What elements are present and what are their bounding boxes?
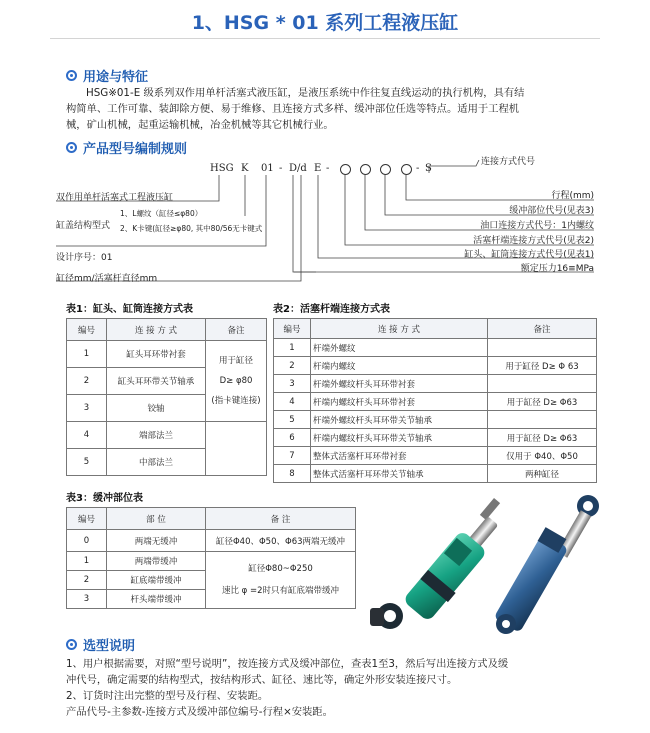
selection-line: 1、用户根据需要，对照“型号说明”，按连接方式及缓冲部位，查表1至3，然后写出连接方式及缓 (66, 658, 509, 670)
code-dd: D/d (289, 163, 307, 174)
table-row: 1 两端带缓冲 缸径Φ80~Φ250 速比 φ =2时只有缸底端带缓冲 (67, 552, 356, 571)
hydraulic-cylinder-illustration (360, 492, 630, 638)
section-model-heading-text: 产品型号编制规则 (83, 142, 188, 157)
table3-note: 缸径Φ80~Φ250 速比 φ =2时只有缸底端带缓冲 (206, 552, 356, 609)
model-code-diagram: HSG K 01 - D/d E - - S 连接方式代号 行程(mm) 缓冲部位代号(见表3) 油口连接方式代号：1内螺纹 活塞杆端连接方式代号(见表2) 缸头、缸筒连接方式代号(见表1) 额定压力16≡MPa 双作用单杆活塞式工程液压缸 缸盖结构型式 1、L螺纹（缸径≤φ80） 2、K卡键(缸径≥φ80, 其中80/56无卡键式 设计序号：01 缸径mm/活塞杆直径mm (56, 160, 596, 292)
table1-header: 备注 (206, 319, 267, 341)
bullet-circle-icon (66, 70, 77, 81)
usage-line: 构简单、工作可靠、装卸除方便、易于维修、且连接方式多样、缓冲部位任选等特点。适用于工程机 (66, 103, 520, 115)
table2-header: 连 接 方 式 (311, 319, 488, 339)
table-row: 1 缸头耳环带衬套 用于缸径 D≥ φ80 (指卡键连接) (67, 341, 267, 368)
label-mount-option-2: 2、K卡键(缸径≥φ80, 其中80/56无卡键式 (120, 224, 263, 233)
section-model-heading (66, 138, 187, 157)
section-selection-heading (66, 635, 135, 654)
label-cushion-code: 缓冲部位代号(见表3) (509, 206, 594, 216)
section-usage-heading-text: 用途与特征 (83, 70, 149, 85)
label-connection-code: 连接方式代号 (481, 157, 536, 167)
page-title: 1、HSG * 01 系列工程液压缸 (191, 12, 459, 34)
table3-caption: 表3：缓冲部位表 (66, 493, 143, 504)
table2-caption: 表2：活塞杆端连接方式表 (273, 304, 390, 315)
table-row: 4 杆端内螺纹杆头耳环带衬套 用于缸径 D≥ Φ63 (274, 393, 597, 411)
table-row: 2 缸头耳环带关节轴承 (67, 368, 267, 395)
label-rated-pressure: 额定压力16≡MPa (520, 264, 594, 274)
table-row: 7 整体式活塞杆耳环带衬套 仅用于 Φ40、Φ50 (274, 447, 597, 465)
label-head-tube-code: 缸头、缸筒连接方式代号(见表1) (464, 250, 594, 260)
selection-paragraph (66, 656, 606, 720)
table-row: 2 缸底端带缓冲 (67, 571, 356, 590)
table-row: 6 杆端内螺纹杆头耳环带关节轴承 用于缸径 D≥ Φ63 (274, 429, 597, 447)
label-oil-port-code: 油口连接方式代号：1内螺纹 (480, 221, 594, 231)
table1-note: 用于缸径 D≥ φ80 (指卡键连接) (206, 341, 267, 422)
table3 (66, 507, 356, 609)
table-row: 3 杆端外螺纹杆头耳环带衬套 (274, 375, 597, 393)
bullet-circle-icon (66, 639, 77, 650)
section-usage-heading (66, 66, 148, 85)
table-row: 8 整体式活塞杆耳环带关节轴承 两种缸径 (274, 465, 597, 483)
code-hsg: HSG (210, 163, 234, 174)
title-divider (50, 38, 600, 39)
table-row: 0 两端无缓冲 缸径Φ40、Φ50、Φ63两端无缓冲 (67, 530, 356, 552)
label-stroke: 行程(mm) (551, 191, 594, 201)
table3-header: 编号 (67, 508, 107, 530)
table-row: 1 杆端外螺纹 (274, 339, 597, 357)
code-01: 01 (261, 163, 274, 174)
label-mount-option-1: 1、L螺纹（缸径≤φ80） (120, 209, 203, 218)
table-row: 5 杆端外螺纹杆头耳环带关节轴承 (274, 411, 597, 429)
bullet-circle-icon (66, 142, 77, 153)
label-bore-rod: 缸径mm/活塞杆直径mm (56, 274, 158, 284)
selection-line: 2、订货时注出完整的型号及行程、安装距。 (66, 690, 269, 702)
green-cylinder (370, 498, 500, 629)
selection-line: 产品代号-主参数-连接方式及缓冲部位编号-行程×安装距。 (66, 706, 333, 718)
table2-header: 备注 (488, 319, 597, 339)
label-design-no: 设计序号：01 (56, 253, 113, 263)
usage-paragraph (66, 85, 606, 133)
table1 (66, 318, 267, 476)
code-e: E (314, 163, 322, 174)
table3-header: 备 注 (206, 508, 356, 530)
section-selection-heading-text: 选型说明 (83, 639, 136, 654)
label-rod-end-code: 活塞杆端连接方式代号(见表2) (473, 236, 594, 246)
table2-header: 编号 (274, 319, 311, 339)
table1-header: 连 接 方 式 (107, 319, 206, 341)
cylinder-image (360, 492, 630, 638)
table1-caption: 表1：缸头、缸筒连接方式表 (66, 304, 193, 315)
label-cylinder-desc: 双作用单杆活塞式工程液压缸 (56, 193, 174, 203)
code-s: S (425, 163, 432, 174)
table-row: 5 中部法兰 (67, 449, 267, 476)
table2 (273, 318, 597, 483)
table-row: 4 端部法兰 (67, 422, 267, 449)
label-mount-type: 缸盖结构型式 (56, 221, 111, 231)
table1-header: 编号 (67, 319, 107, 341)
table-row: 2 杆端内螺纹 用于缸径 D≥ Φ 63 (274, 357, 597, 375)
blue-cylinder (494, 495, 599, 634)
table-row: 3 杆头端带缓冲 (67, 590, 356, 609)
table-row: 3 铰轴 (67, 395, 267, 422)
table3-header: 部 位 (107, 508, 206, 530)
usage-line: HSG※01-E 级系列双作用单杆活塞式液压缸，是液压系统中作往复直线运动的执行机构，具有结 (86, 87, 525, 99)
usage-line: 械，矿山机械，起重运输机械，冶金机械等其它机械行业。 (66, 119, 334, 131)
code-k: K (241, 163, 249, 174)
selection-line: 冲代号，确定需要的结构型式，按结构形式、缸径、速比等，确定外形安装连接尺寸。 (66, 674, 458, 686)
